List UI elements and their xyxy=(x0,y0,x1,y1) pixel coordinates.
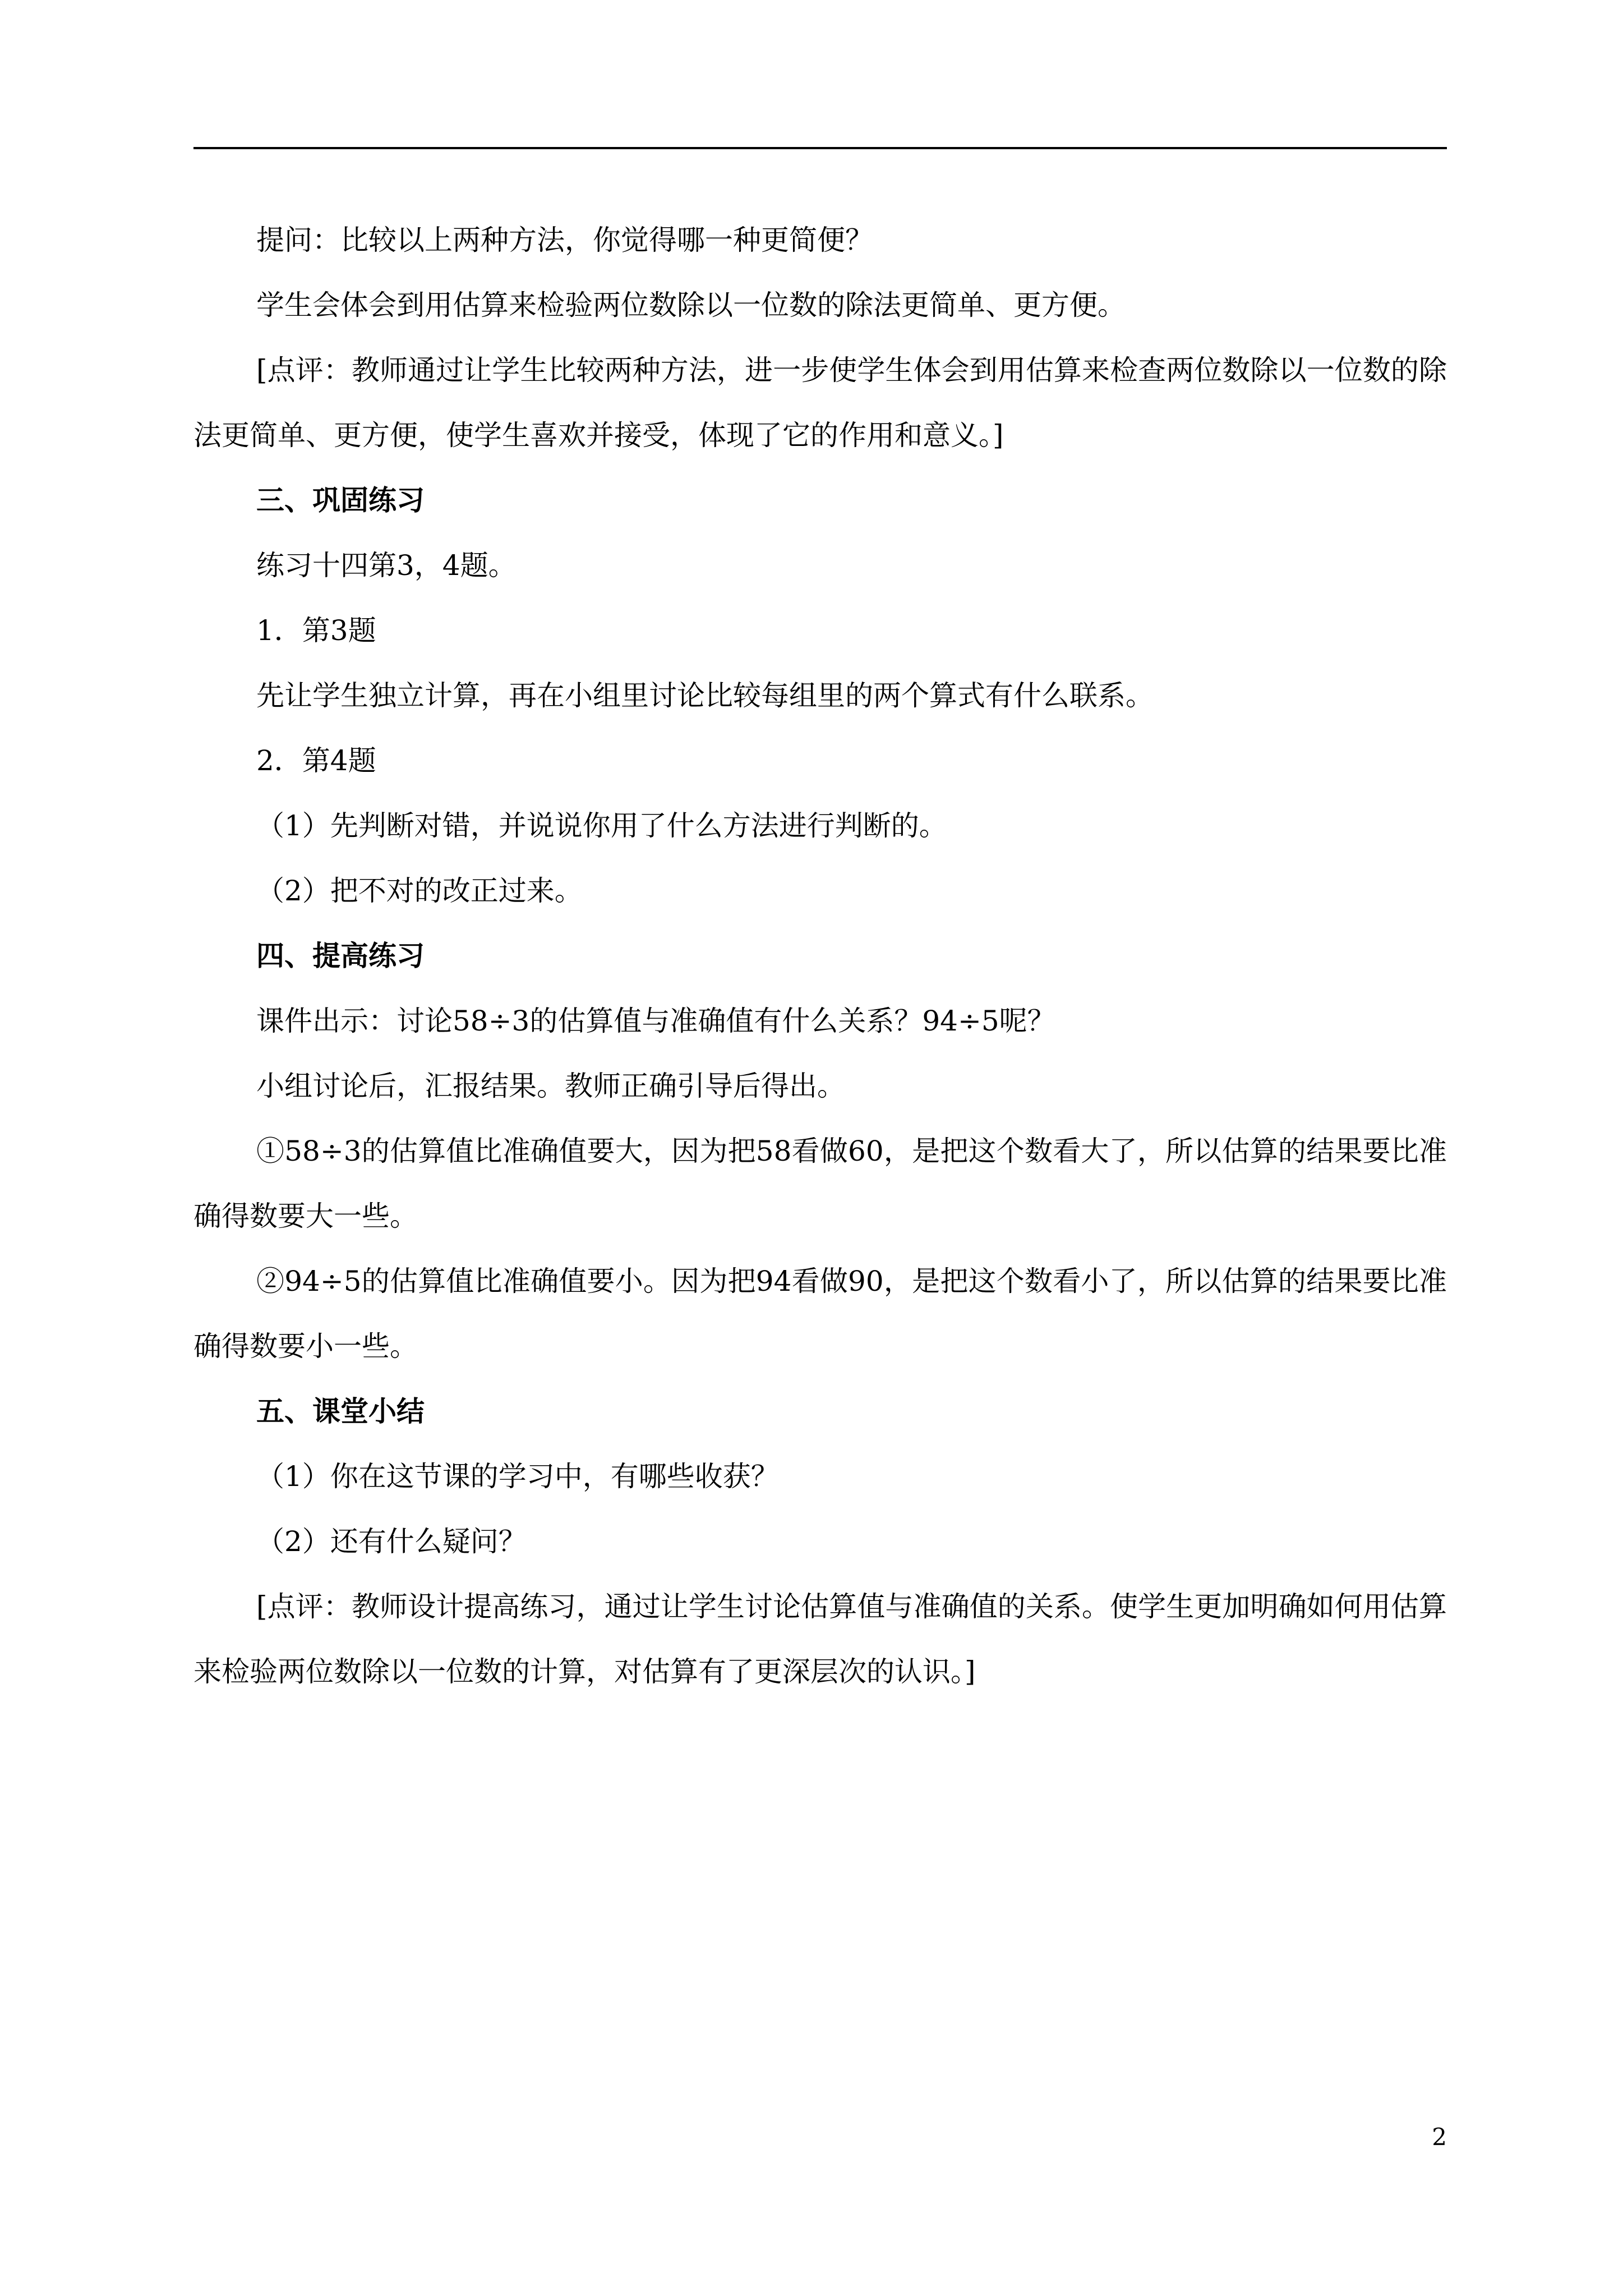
paragraph-question: 提问：比较以上两种方法，你觉得哪一种更简便？ xyxy=(256,224,873,256)
paragraph-conclusion-1: ①58÷3的估算值比准确值要大，因为把58看做60，是把这个数看大了，所以估算的结果要比准确得数要大一些。 xyxy=(193,1135,1447,1232)
paragraph-correct-errors: （2）把不对的改正过来。 xyxy=(256,875,583,907)
paragraph-comment-1: [点评：教师通过让学生比较两种方法，进一步使学生体会到用估算来检查两位数除以一位数的除法更简单、更方便，使学生喜欢并接受，体现了它的作用和意义。] xyxy=(193,354,1447,452)
paragraph-question-4: 2．第4题 xyxy=(256,744,376,777)
document-body xyxy=(193,208,1447,1704)
page-number: 2 xyxy=(1432,2123,1447,2151)
paragraph-doubts: （2）还有什么疑问？ xyxy=(256,1525,527,1558)
heading-class-summary: 五、课堂小结 xyxy=(256,1395,425,1428)
paragraph-exercise-14: 练习十四第3，4题。 xyxy=(256,549,517,582)
paragraph-student-insight: 学生会体会到用估算来检验两位数除以一位数的除法更简单、更方便。 xyxy=(256,289,1126,321)
heading-advanced-practice: 四、提高练习 xyxy=(256,939,425,972)
header-rule xyxy=(193,147,1447,149)
paragraph-conclusion-2: ②94÷5的估算值比准确值要小。因为把94看做90，是把这个数看小了，所以估算的结果要比准确得数要小一些。 xyxy=(193,1265,1447,1363)
paragraph-courseware: 课件出示：讨论58÷3的估算值与准确值有什么关系？94÷5呢？ xyxy=(256,1005,1055,1037)
paragraph-group-discussion: 小组讨论后，汇报结果。教师正确引导后得出。 xyxy=(256,1070,845,1102)
heading-consolidation-practice: 三、巩固练习 xyxy=(256,484,425,517)
paragraph-judge-right-wrong: （1）先判断对错，并说说你用了什么方法进行判断的。 xyxy=(256,809,947,842)
paragraph-comment-2: [点评：教师设计提高练习，通过让学生讨论估算值与准确值的关系。使学生更加明确如何用估算来检验两位数除以一位数的计算，对估算有了更深层次的认识。] xyxy=(193,1590,1447,1688)
paragraph-gains: （1）你在这节课的学习中，有哪些收获？ xyxy=(256,1460,779,1493)
paragraph-question-3: 1．第3题 xyxy=(256,614,376,647)
paragraph-independent-calc: 先让学生独立计算，再在小组里讨论比较每组里的两个算式有什么联系。 xyxy=(256,679,1154,712)
